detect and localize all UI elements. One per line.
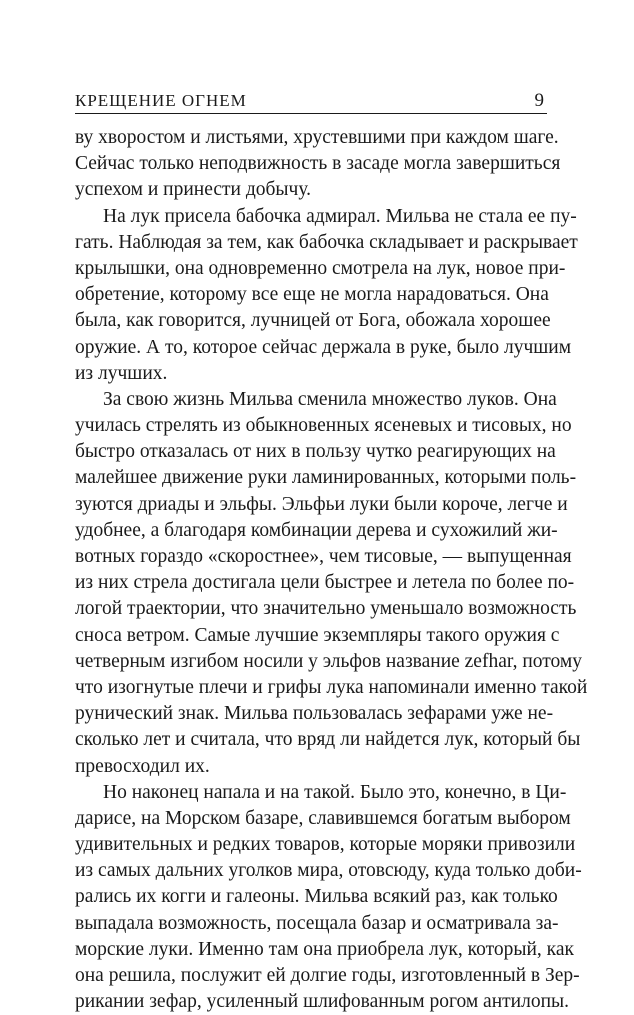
text-line: четверным изгибом носили у эльфов название zefhar, потому — [75, 650, 582, 672]
text-line: крылышки, она одновременно смотрела на лук, новое при- — [75, 257, 566, 279]
text-line: На лук присела бабочка адмирал. Мильва не стала ее пу- — [103, 205, 577, 227]
text-line: из лучших. — [75, 362, 168, 384]
text-line: из самых дальних уголков мира, отовсюду, куда только доби- — [75, 860, 582, 882]
text-line: оружие. А то, которое сейчас держала в руке, было лучшим — [75, 336, 572, 358]
paragraph — [75, 125, 561, 204]
text-line: успехом и принести добычу. — [75, 179, 312, 201]
text-line: училась стрелять из обыкновенных ясеневых и тисовых, но — [75, 415, 572, 437]
text-line: из них стрела достигала цели быстрее и летела по более по- — [75, 572, 575, 594]
paragraph — [75, 387, 588, 780]
text-line: рикании зефар, усиленный шлифованным рогом антилопы. — [75, 991, 570, 1013]
text-line: она решила, послужит ей долгие годы, изготовленный в Зер- — [75, 965, 580, 986]
text-line: обретение, которому все еще не могла нарадоваться. Она — [75, 284, 549, 306]
text-line: Сейчас только неподвижность в засаде могла завершиться — [75, 153, 561, 175]
running-title: КРЕЩЕНИЕ ОГНЕМ — [75, 91, 247, 110]
text-line: рунический знак. Мильва пользовалась зефарами уже не- — [75, 703, 554, 725]
text-line: быстро отказалась от них в пользу чутко реагирующих на — [75, 441, 556, 463]
text-line: ву хворостом и листьями, хрустевшими при каждом шаге. — [75, 127, 559, 148]
paragraph — [75, 204, 578, 387]
page-number: 9 — [534, 90, 544, 111]
running-header — [75, 89, 547, 114]
text-line: дарисе, на Морском базаре, славившемся богатым выбором — [75, 807, 571, 829]
text-line: удобнее, а благодаря комбинации дерева и сухожилий жи- — [75, 519, 558, 541]
text-line: морские луки. Именно там она приобрела лук, который, как — [75, 938, 574, 960]
text-line: вотных гораздо «скоростнее», чем тисовые, — выпущенная — [75, 546, 572, 567]
body-text — [75, 125, 588, 1015]
paragraph — [75, 780, 582, 1015]
text-line: сноса ветром. Самые лучшие экземпляры такого оружия с — [75, 624, 560, 646]
text-line: превосходил их. — [75, 755, 210, 777]
text-line: гать. Наблюдая за тем, как бабочка складывает и раскрывает — [75, 231, 578, 253]
text-line: Но наконец напала и на такой. Было это, конечно, в Ци- — [103, 781, 567, 803]
text-line: рались их когги и галеоны. Мильва всякий раз, как только — [75, 886, 558, 908]
text-line: сколько лет и считала, что вряд ли найдется лук, который бы — [75, 729, 581, 751]
text-line: малейшее движение руки ламинированных, которыми поль- — [75, 467, 577, 489]
text-line: что изогнутые плечи и грифы лука напоминали именно такой — [75, 676, 588, 698]
text-line: была, как говорится, лучницей от Бога, обожала хорошее — [75, 310, 551, 332]
text-line: удивительных и редких товаров, которые моряки привозили — [75, 834, 576, 856]
text-line: логой траектории, что значительно уменьшало возможность — [75, 598, 577, 620]
text-line: выпадала возможность, посещала базар и осматривала за- — [75, 912, 559, 934]
text-line: зуются дриады и эльфы. Эльфьи луки были короче, легче и — [75, 493, 568, 515]
text-line: За свою жизнь Мильва сменила множество луков. Она — [103, 388, 557, 410]
